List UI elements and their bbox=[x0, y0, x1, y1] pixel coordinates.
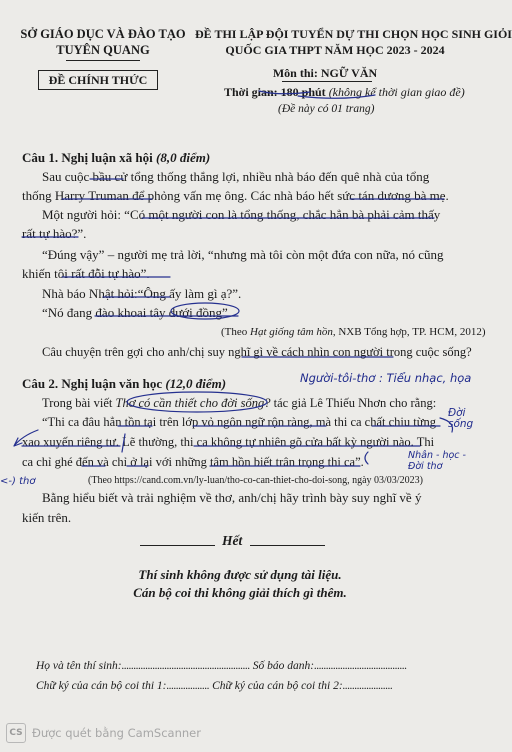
camscanner-logo-text: CS bbox=[9, 728, 23, 738]
note-2: Cán bộ coi thi không giải thích gì thêm. bbox=[133, 585, 347, 600]
time-line bbox=[224, 85, 465, 100]
q1-line-8: “Nó đang đào khoai tây dưới đồng”. bbox=[42, 305, 232, 320]
q2-points: (12,0 điểm) bbox=[165, 376, 227, 391]
camscanner-watermark bbox=[6, 722, 201, 744]
q1-source-suffix: , NXB Tổng hợp, TP. HCM, 2012) bbox=[332, 326, 486, 338]
subject-underline bbox=[282, 81, 372, 82]
q1-line-7: Nhà báo Nhật hỏi:“Ông ấy làm gì ạ?”. bbox=[42, 286, 242, 301]
q1-source bbox=[221, 326, 486, 338]
exam-title-line2: QUỐC GIA THPT NĂM HỌC 2023 - 2024 bbox=[225, 43, 445, 57]
q2-source: (Theo https://cand.com.vn/ly-luan/tho-co-can-thiet-cho-doi-song, ngày 03/03/2023) bbox=[88, 475, 423, 486]
q2-article-title: Thơ có cần thiết cho đời sống? bbox=[115, 396, 271, 410]
candidate-number-label: Số báo danh: bbox=[252, 660, 315, 672]
q1-points: (8,0 điểm) bbox=[156, 150, 211, 165]
q2-task-line-2: kiến trên. bbox=[22, 510, 72, 525]
end-rule-right bbox=[250, 545, 325, 546]
q1-source-prefix: (Theo bbox=[221, 326, 251, 338]
handwriting-margin-right: Nhân - học - Đời thơ bbox=[408, 450, 466, 472]
q1-line-4: rất tự hào?”. bbox=[22, 226, 87, 241]
q1-line-1: Sau cuộc bầu cử tổng thống thắng lợi, nhiều nhà báo đến quê nhà của tổng bbox=[42, 169, 430, 184]
camscanner-logo-icon bbox=[6, 723, 26, 743]
handwriting-right-side: Đời sống bbox=[448, 407, 474, 430]
invigilator-2-label: Chữ ký của cán bộ coi thi 2: bbox=[212, 680, 343, 692]
q1-line-6: khiến tôi rất đỗi tự hào”. bbox=[22, 266, 150, 281]
q2-intro-post: tác giả Lê Thiếu Nhơn cho rằng: bbox=[270, 396, 437, 410]
camscanner-text: Được quét bằng CamScanner bbox=[32, 726, 201, 740]
exam-title-line1: ĐỀ THI LẬP ĐỘI TUYỂN DỰ THI CHỌN HỌC SINH GIỎI bbox=[195, 27, 512, 41]
footer-row-2: Chữ ký của cán bộ coi thi 1:.................. Chữ ký của cán bộ coi thi 2:..................... bbox=[36, 680, 393, 692]
pages-note: (Đề này có 01 trang) bbox=[278, 103, 375, 115]
q1-line-3: Một người hỏi: “Có một người con là tổng thống, chắc hẳn bà phải cảm thấy bbox=[42, 207, 441, 222]
department-name: SỞ GIÁO DỤC VÀ ĐÀO TẠO bbox=[20, 27, 186, 41]
pen-bracket-right bbox=[365, 452, 368, 464]
q2-quote-line-1: “Thi ca đâu hẳn tồn tại trên lớp vỏ ngôn ngữ rộn ràng, mà thi ca chất chiu từng bbox=[42, 415, 437, 429]
handwriting-margin-left: <-) thơ bbox=[0, 476, 36, 487]
subject-label: Môn thi: NGỮ VĂN bbox=[272, 66, 378, 80]
province-name: TUYÊN QUANG bbox=[56, 43, 150, 57]
q1-source-title: Hạt giống tâm hồn bbox=[250, 326, 333, 338]
q2-quote-line-2: xao xuyến riêng tư. Lẽ thường, thi ca không tự nhiên gõ cửa bất kỳ người nào. Thi bbox=[22, 435, 435, 449]
time-note: (không kể thời gian giao đề) bbox=[328, 85, 465, 99]
q2-title: Câu 2. Nghị luận văn học bbox=[22, 376, 163, 391]
invigilator-1-label: Chữ ký của cán bộ coi thi 1: bbox=[36, 680, 167, 692]
q1-heading bbox=[22, 150, 210, 166]
end-label: Hết bbox=[222, 533, 243, 548]
q2-intro-pre: Trong bài viết bbox=[42, 396, 116, 410]
official-label: ĐỀ CHÍNH THỨC bbox=[48, 73, 148, 87]
handwriting-top-right: Người-tôi-thơ : Tiểu nhạc, họa bbox=[300, 371, 472, 385]
time-label: Thời gian: 180 phút bbox=[224, 85, 326, 99]
end-rule-left bbox=[140, 545, 215, 546]
q2-intro-line bbox=[42, 396, 436, 411]
q1-line-2: thống Harry Truman để phỏng vấn mẹ ông. Các nhà báo hết sức tán dương bà mẹ. bbox=[22, 188, 449, 203]
q2-quote-line-3: ca chỉ ghé đến và chỉ ở lại với những tâm hồn biết trân trọng thi ca”. bbox=[22, 455, 364, 469]
q1-line-5: “Đúng vậy” – người mẹ trả lời, “nhưng mà tôi còn một đứa con nữa, nó cũng bbox=[42, 247, 444, 262]
q2-heading bbox=[22, 376, 226, 392]
q1-title: Câu 1. Nghị luận xã hội bbox=[22, 150, 153, 165]
note-1: Thí sinh không được sử dụng tài liệu. bbox=[138, 567, 342, 582]
q2-task-line-1: Bằng hiểu biết và trải nghiệm về thơ, anh/chị hãy trình bày suy nghĩ về ý bbox=[42, 490, 422, 505]
q1-question: Câu chuyện trên gợi cho anh/chị suy nghĩ gì về cách nhìn con người trong cuộc sống? bbox=[42, 345, 472, 359]
official-label-box bbox=[38, 70, 158, 90]
footer-row-1: Họ và tên thí sinh:...................................................... Số báo danh:....................................... bbox=[36, 660, 407, 672]
province-underline bbox=[66, 60, 140, 61]
candidate-name-label: Họ và tên thí sinh: bbox=[36, 660, 122, 672]
